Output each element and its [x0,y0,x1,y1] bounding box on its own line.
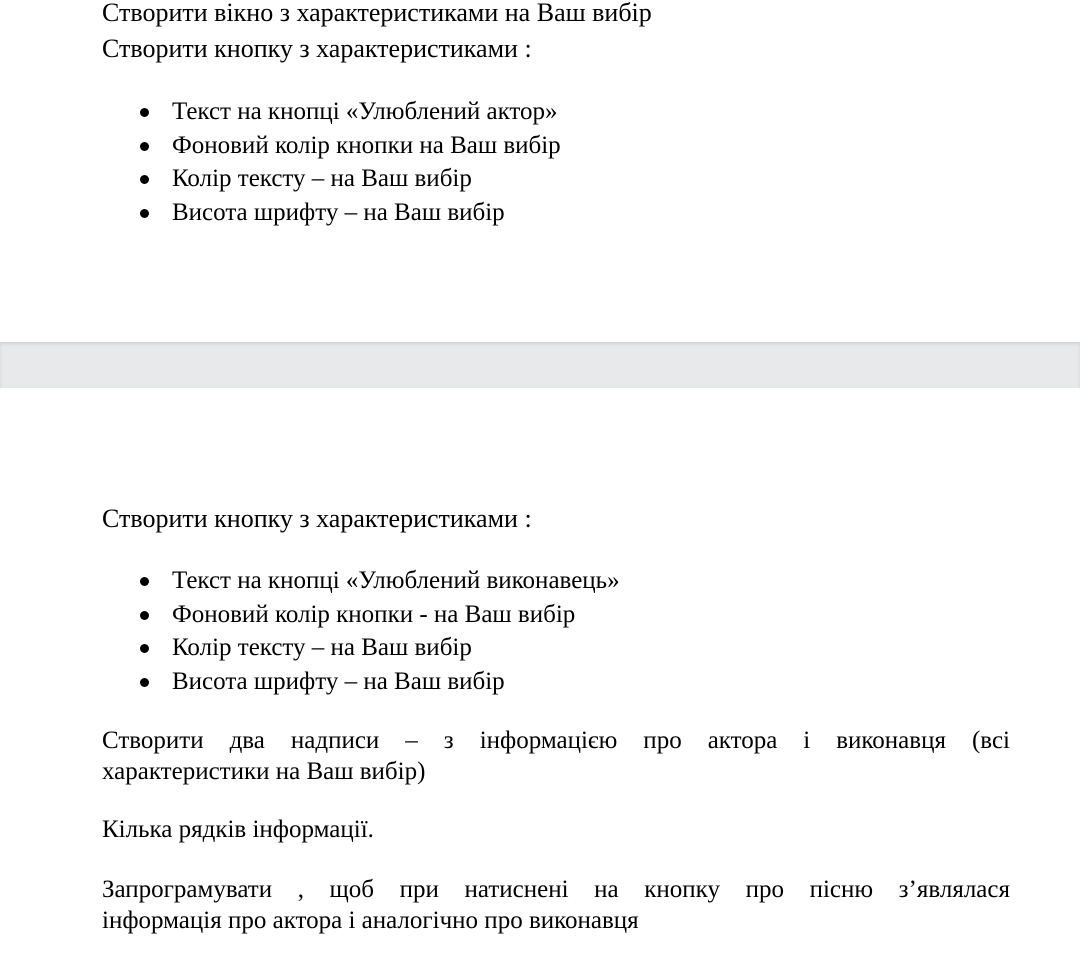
paragraph-line: Створити два надписи – з інформацією про актора і виконавця (всі [102,727,1010,754]
list-item: Текст на кнопці «Улюблений виконавець» [0,566,620,600]
paragraph-line: Запрограмувати , щоб при натиснені на кнопку про пісню з’являлася [102,876,1010,903]
paragraph-line: характеристики на Ваш вибір) [102,758,426,785]
button-task-heading: Створити кнопку з характеристиками : [102,504,532,533]
programming-task-paragraph [102,874,1010,936]
button-properties-list [0,566,620,701]
list-item: Колір тексту – на Ваш вибір [0,633,620,667]
list-item: Текст на кнопці «Улюблений актор» [0,97,561,131]
paragraph-line: інформація про актора і аналогічно про виконавця [102,907,639,934]
list-item: Висота шрифту – на Ваш вибір [0,667,620,701]
info-lines-paragraph: Кілька рядків інформації. [102,816,374,843]
list-item: Фоновий колір кнопки на Ваш вибір [0,131,561,165]
list-item: Висота шрифту – на Ваш вибір [0,198,561,232]
document-page-top [0,0,1080,342]
labels-task-paragraph [102,725,1010,787]
page-separator [0,342,1080,388]
button-task-heading: Створити кнопку з характеристиками : [102,34,532,63]
document-page-bottom [0,388,1080,961]
button-properties-list [0,97,561,232]
window-task-line: Створити вікно з характеристиками на Ваш вибір [102,0,652,27]
list-item: Фоновий колір кнопки - на Ваш вибір [0,600,620,634]
list-item: Колір тексту – на Ваш вибір [0,164,561,198]
